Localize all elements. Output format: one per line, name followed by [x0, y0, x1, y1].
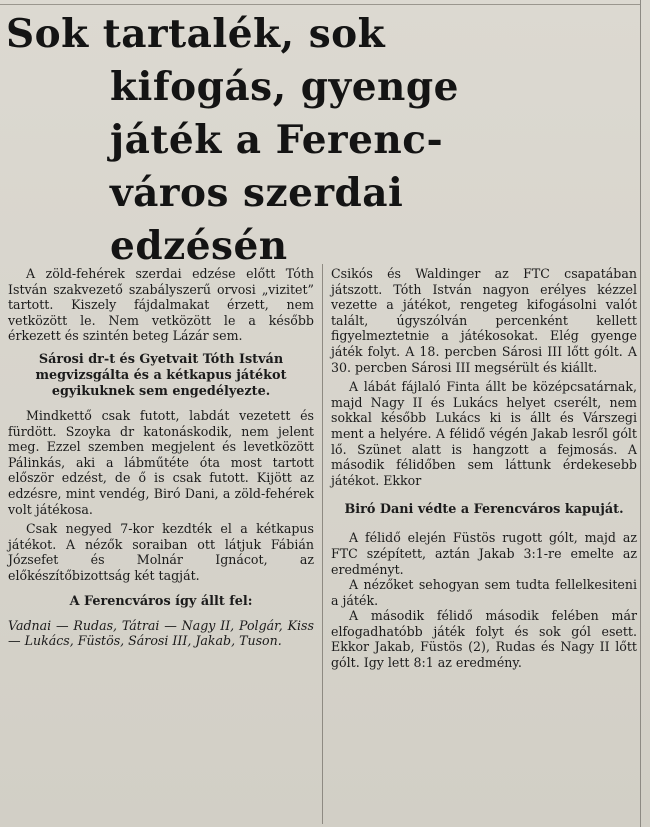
top-rule [0, 4, 640, 5]
right-subheading-1: Biró Dani védte a Ferencváros kapuját. [344, 502, 624, 518]
left-paragraph-1: A zöld-fehérek szerdai edzése előtt Tóth István szakvezető szabályszerű orvosi „vizitet” tartott. Kiszely fájdalmakat érzett, nem vetközött le. Nem vetközött le a később érkezett és szintén beteg Lázár sem. [8, 266, 314, 344]
left-subheading-1: Sárosi dr-t és Gyetvait Tóth István megvizsgálta és a kétkapus játékot egyikuknek sem engedélyezte. [35, 351, 287, 399]
left-paragraph-2: Mindkettő csak futott, labdát vezetett és fürdött. Szoyka dr katonáskodik, nem jelent meg. Ezzel szemben megjelent és levetközött Pálinkás, aki a lábműtéte óta most tartott először edzést, de ő is csak futott. Kijött az edzésre, mint vendég, Biró Dani, a zöld-fehérek volt játékosa. [8, 407, 314, 517]
headline-line-4: város szerdai [110, 170, 404, 216]
right-paragraph-1: Csikós és Waldinger az FTC csapatában játszott. Tóth István nagyon erélyes kézzel vezette a játékot, rengeteg kifogásolni valót talált, úgyszólván percenként kellett figyelmeztetnie a játékosokat. Elég gyenge játék folyt. A 18. percben Sárosi III lőtt gólt. A 30. percben Sárosi III megsérült és kiállt. [331, 266, 637, 375]
headline-line-5: edzésén [110, 223, 288, 269]
right-paragraph-2: A lábát fájlaló Finta állt be középcsatárnak, majd Nagy II és Lukács helyet cserélt, nem sokkal később Lukács ki is állt és Várszegi ment a helyére. A félidő végén Jakab lesről gólt lő. Szünet alatt is hangzott a fejmosás. A második félidőben sem láttunk érdekesebb játékot. Ekkor [331, 379, 637, 488]
headline-line-2: kifogás, gyenge [110, 64, 459, 110]
right-paragraph-4: A nézőket sehogyan sem tudta fellelkesiteni a játék. [331, 577, 637, 608]
right-paragraph-3: A félidő elején Füstös rugott gólt, majd az FTC szépített, aztán Jakab 3:1-re emelte az eredményt. [331, 530, 637, 577]
team-lineup: Vadnai — Rudas, Tátrai — Nagy II, Polgár, Kiss — Lukács, Füstös, Sárosi III, Jakab, Tuson. [8, 617, 314, 649]
right-column-rule [640, 0, 641, 827]
headline-line-1: Sok tartalék, sok [6, 11, 386, 57]
headline [6, 8, 636, 273]
headline-line-3: játék a Ferenc- [110, 117, 444, 163]
left-paragraph-3: Csak negyed 7-kor kezdték el a kétkapus játékot. A nézők soraiban ott látjuk Fábián Józsefet és Molnár Ignácot, az előkészítőbizottság két tagját. [8, 521, 314, 583]
right-paragraph-5: A második félidő második felében már elfogadhatóbb játék folyt és sok gól esett. Ekkor Jakab, Füstös (2), Rudas és Nagy II lőtt gólt. Igy lett 8:1 az eredmény. [331, 608, 637, 671]
right-column [331, 266, 637, 671]
left-column [8, 266, 314, 649]
column-divider [322, 264, 323, 824]
left-subheading-2: A Ferencváros így állt fel: [69, 593, 253, 609]
